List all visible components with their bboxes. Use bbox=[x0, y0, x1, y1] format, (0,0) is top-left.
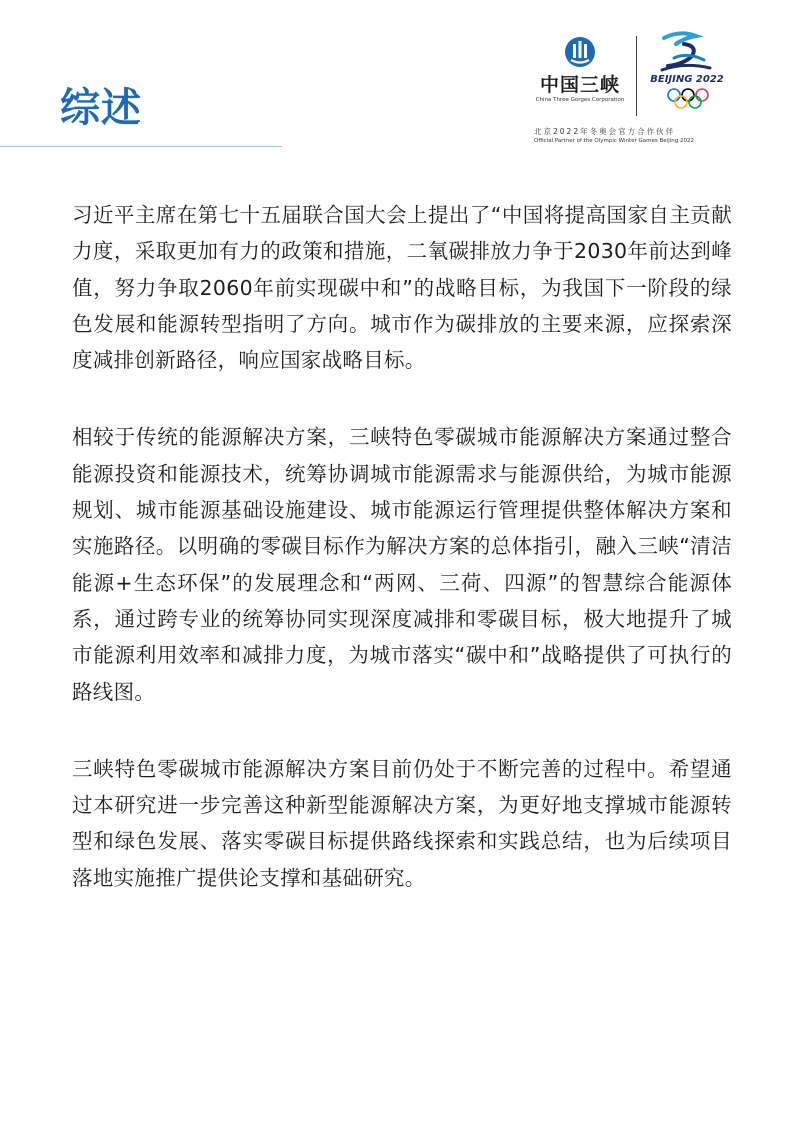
logo-divider bbox=[636, 36, 637, 116]
page-title: 综述 bbox=[60, 85, 142, 131]
ctg-english-name: China Three Gorges Corporation bbox=[535, 97, 625, 103]
title-underline bbox=[0, 146, 282, 147]
olympic-rings-icon bbox=[666, 88, 710, 110]
paragraph: 相较于传统的能源解决方案，三峡特色零碳城市能源解决方案通过整合能源投资和能源技术，统筹协调城市能源需求与能源供给，为城市能源规划、城市能源基础设施建设、城市能源运行管理提供整体解决方案和实施路径。以明确的零碳目标作为解决方案的总体指引，融入三峡“清洁能源+生态环保”的发展理念和“两网、三荷、四源”的智慧综合能源体系，通过跨专业的统筹协同实现深度减排和零碳目标，极大地提升了城市能源利用效率和减排力度，为城市落实“碳中和”战略提供了可执行的路线图。 bbox=[72, 425, 732, 704]
beijing-winter-emblem-icon bbox=[654, 30, 718, 74]
paragraph: 三峡特色零碳城市能源解决方案目前仍处于不断完善的过程中。希望通过本研究进一步完善这种新型能源解决方案，为更好地支撑城市能源转型和绿色发展、落实零碳目标提供路线探索和实践总结，也为后续项目落地实施推广提供论支撑和基础研究。 bbox=[72, 756, 732, 890]
summary-body bbox=[72, 197, 732, 937]
ctg-emblem-icon bbox=[564, 36, 596, 70]
partner-caption-cn: 北京2022年冬奥会官方合作伙伴 bbox=[534, 127, 676, 136]
beijing-2022-logo bbox=[648, 30, 728, 114]
ctg-name: 中国三峡 bbox=[539, 74, 620, 96]
partner-caption-en: Official Partner of the Olympic Winter Games Beijing 2022 bbox=[534, 138, 694, 144]
paragraph: 习近平主席在第七十五届联合国大会上提出了“中国将提高国家自主贡献力度，采取更加有力的政策和措施，二氧碳排放力争于2030年前达到峰值，努力争取2060年前实现碳中和”的战略目标，为我国下一阶段的绿色发展和能源转型指明了方向。城市作为碳排放的主要来源，应探索深度减排创新路径，响应国家战略目标。 bbox=[72, 203, 732, 373]
ctg-logo bbox=[534, 36, 626, 106]
beijing-2022-text: BEIJING 2022 bbox=[650, 74, 724, 85]
